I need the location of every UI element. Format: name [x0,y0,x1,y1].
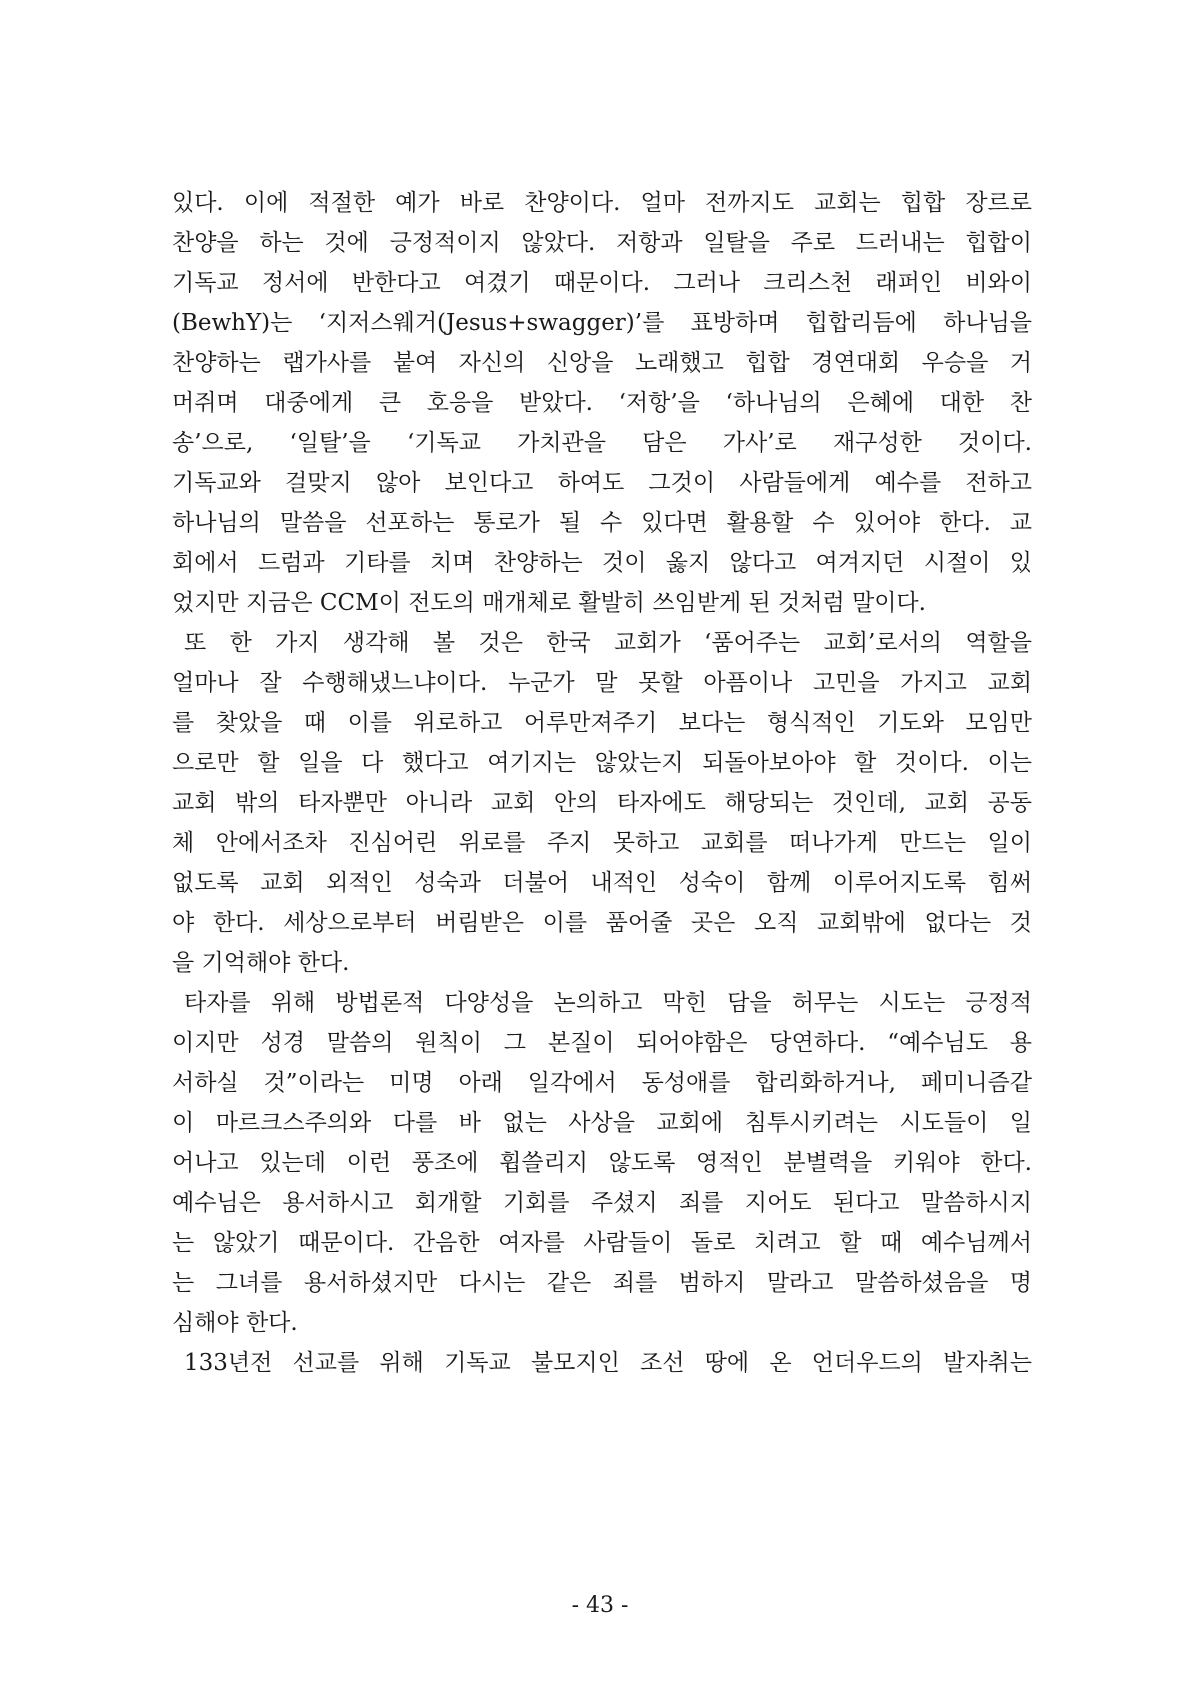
text-line: 으로만 할 일을 다 했다고 여기지는 않았는지 되돌아보아야 할 것이다. 이는 [172,750,1032,776]
text-line: 서하실 것”이라는 미명 아래 일각에서 동성애를 합리화하거나, 페미니즘같 [172,1070,1032,1096]
text-line: 얼마나 잘 수행해냈느냐이다. 누군가 말 못할 아픔이나 고민을 가지고 교회 [172,670,1032,696]
text-line: 없도록 교회 외적인 성숙과 더불어 내적인 성숙이 함께 이루어지도록 힘써 [172,870,1032,896]
text-line: 송’으로, ‘일탈’을 ‘기독교 가치관을 담은 가사’로 재구성한 것이다. [172,430,1032,456]
text-line: 133년전 선교를 위해 기독교 불모지인 조선 땅에 온 언더우드의 발자취는 [184,1350,1032,1376]
text-line: (BewhY)는 ‘지저스웨거(Jesus+swagger)’를 표방하며 힙합리듬에 하나님을 [172,310,1032,336]
text-line: 하나님의 말씀을 선포하는 통로가 될 수 있다면 활용할 수 있어야 한다. 교 [172,510,1032,536]
text-line: 을 기억해야 한다. [172,950,350,976]
text-line: 머쥐며 대중에게 큰 호응을 받았다. ‘저항’을 ‘하나님의 은혜에 대한 찬 [172,390,1032,416]
text-line: 또 한 가지 생각해 볼 것은 한국 교회가 ‘품어주는 교회’로서의 역할을 [184,630,1032,656]
text-line: 를 찾았을 때 이를 위로하고 어루만져주기 보다는 형식적인 기도와 모임만 [172,710,1032,736]
text-line: 회에서 드럼과 기타를 치며 찬양하는 것이 옳지 않다고 여겨지던 시절이 있 [172,550,1032,576]
text-line: 어나고 있는데 이런 풍조에 휩쓸리지 않도록 영적인 분별력을 키워야 한다. [172,1150,1032,1176]
text-line: 예수님은 용서하시고 회개할 기회를 주셨지 죄를 지어도 된다고 말씀하시지 [172,1190,1032,1216]
text-line: 었지만 지금은 CCM이 전도의 매개체로 활발히 쓰임받게 된 것처럼 말이다. [172,590,926,616]
text-line: 야 한다. 세상으로부터 버림받은 이를 품어줄 곳은 오직 교회밖에 없다는 것 [172,910,1032,936]
text-line: 타자를 위해 방법론적 다양성을 논의하고 막힌 담을 허무는 시도는 긍정적 [184,990,1032,1016]
page-number: - 43 - [571,1593,629,1618]
text-line: 이 마르크스주의와 다를 바 없는 사상을 교회에 침투시키려는 시도들이 일 [172,1110,1032,1136]
text-line: 는 않았기 때문이다. 간음한 여자를 사람들이 돌로 치려고 할 때 예수님께서 [172,1230,1032,1256]
text-line: 심해야 한다. [172,1310,298,1336]
text-line: 있다. 이에 적절한 예가 바로 찬양이다. 얼마 전까지도 교회는 힙합 장르로 [172,190,1032,216]
text-line: 체 안에서조차 진심어린 위로를 주지 못하고 교회를 떠나가게 만드는 일이 [172,830,1032,856]
text-line: 교회 밖의 타자뿐만 아니라 교회 안의 타자에도 해당되는 것인데, 교회 공동 [172,790,1032,816]
text-line: 기독교 정서에 반한다고 여겼기 때문이다. 그러나 크리스천 래퍼인 비와이 [172,270,1032,296]
text-line: 이지만 성경 말씀의 원칙이 그 본질이 되어야함은 당연하다. “예수님도 용 [172,1030,1032,1056]
text-line: 기독교와 걸맞지 않아 보인다고 하여도 그것이 사람들에게 예수를 전하고 [172,470,1032,496]
body-text [172,183,1032,1383]
text-line: 는 그녀를 용서하셨지만 다시는 같은 죄를 범하지 말라고 말씀하셨음을 명 [172,1270,1032,1296]
text-line: 찬양하는 랩가사를 붙여 자신의 신앙을 노래했고 힙합 경연대회 우승을 거 [172,350,1032,376]
text-line: 찬양을 하는 것에 긍정적이지 않았다. 저항과 일탈을 주로 드러내는 힙합이 [172,230,1032,256]
